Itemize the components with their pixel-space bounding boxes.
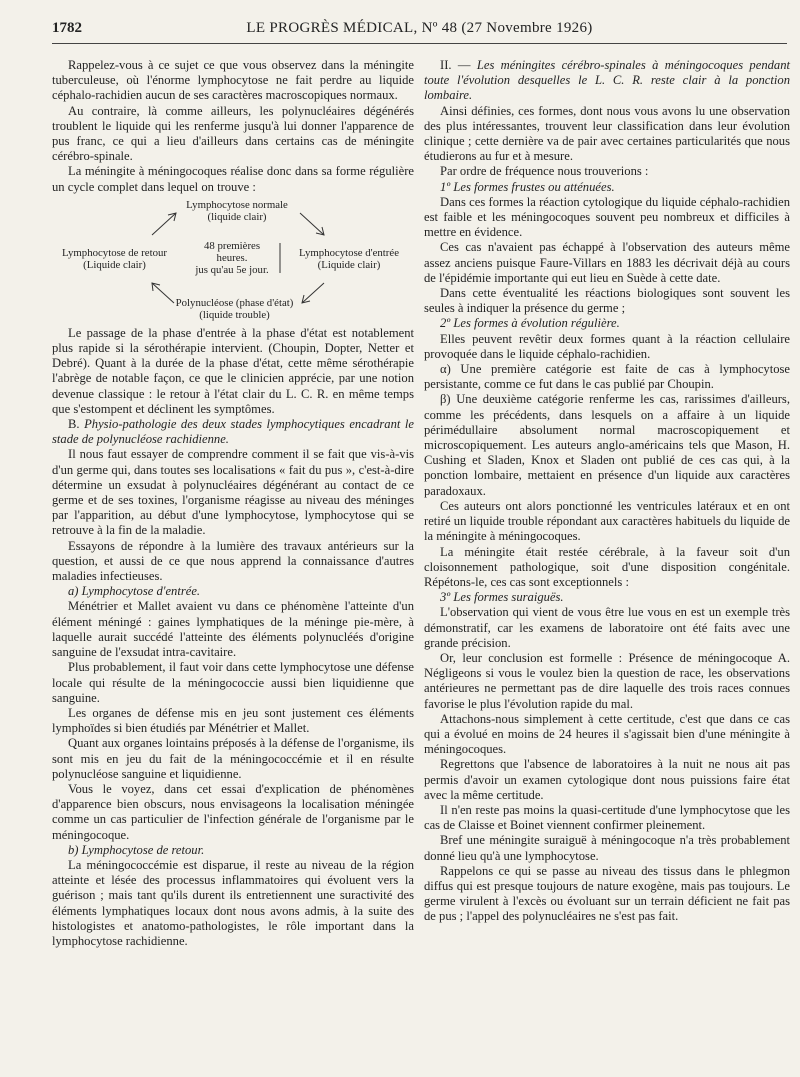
section-ii-heading: II. — Les méningites cérébro-spinales à méningocoques pendant toute l'évolution desquelles le L. C. R. reste clair à la ponction lombaire. [424, 58, 791, 103]
paragraph: α) Une première catégorie est faite de cas à lymphocytose persistante, comme ce fut dans le cas publié par Choupin. [424, 362, 790, 392]
section-b-heading: B. Physio-pathologie des deux stades lymphocytiques encadrant le stade de polynucléose rachidienne. [52, 417, 414, 447]
paragraph: Dans ces formes la réaction cytologique du liquide céphalo-rachidien est faible et les méningocoques souvent peu nombreux et difficiles à mettre en évidence. [424, 194, 790, 240]
node-duration-note: 48 premières heures. jus qu'au 5e jour. [195, 239, 269, 276]
node-return-lymphocytosis: Lymphocytose de retour (Liquide clair) [62, 246, 167, 271]
paragraph: Ainsi définies, ces formes, dont nous vous avons lu une observation des plus intéressantes, trouvent leur classification dans leur évolution clinique ; cette dernière va de pair avec certaines particularités que nous étudierons au fur et à mesure. [424, 103, 790, 164]
paragraph: Les organes de défense mis en jeu sont justement ces éléments lymphoïdes si bien étudiés par Ménétrier et Mallet. [52, 705, 414, 736]
page-header [52, 20, 787, 42]
paragraph: Il nous faut essayer de comprendre comment il se fait que vis-à-vis d'un germe qui, dans toutes ses localisations « fait du pus », c'est-à-dire détermine un exsudat à polynucléaires dégénérant au contact de ce germe et de ses toxines, l'organisme réagisse au niveau des méninges par l'apparition, au début d'une lymphocytose, lymphocytose qui se retrouve à la fin de la maladie. [52, 447, 414, 538]
header-rule [52, 43, 787, 44]
paragraph: Regrettons que l'absence de laboratoires à la nuit ne nous ait pas permis d'avoir un examen cytologique dont nous puissions faire état avec la même certitude. [424, 757, 790, 802]
paragraph: Au contraire, là comme ailleurs, les polynucléaires dégénérés troublent le liquide qui les renferme jusqu'à lui donner l'apparence de pus franc, ce qui a lieu d'ailleurs dans certains cas de méningite cérébro-spinale. [52, 103, 414, 164]
paragraph: Le passage de la phase d'entrée à la phase d'état est notablement plus rapide si la sérothérapie intervient. (Choupin, Dopter, Netter et Debré). Quant à la durée de la phase d'état, cette même sérothérapie l'abrège de notable façon, ce que le clinicien apprécie, par une notion devenue classique : le retour à l'état clair du L. C. R. en même temps que s'estompent et déclinent les symptômes. [52, 325, 414, 416]
paragraph: Plus probablement, il faut voir dans cette lymphocytose une défense locale qui résulte de la méningococcie aussi bien liquidienne que sanguine. [52, 660, 414, 705]
subsection-b-heading: b) Lymphocytose de retour. [68, 842, 205, 857]
paragraph: Par ordre de fréquence nous trouverions : [440, 164, 649, 179]
paragraph: Attachons-nous simplement à cette certitude, c'est que dans ce cas qui a évolué en moins de 24 heures il s'agissait bien d'une méningite à méningocoques. [424, 711, 790, 757]
node-polynucleosis: Polynucléose (phase d'état) (liquide trouble) [175, 296, 294, 321]
paragraph: Quant aux organes lointains préposés à la défense de l'organisme, ils sont mis en jeu du fait de la méningococcémie et il en résulte polynucléose sanguine et liquidienne. [52, 736, 414, 781]
paragraph: Bref une méningite suraiguë à méningocoque n'a très probablement donné lieu qu'à une lymphocytose. [424, 833, 790, 863]
paragraph: β) Une deuxième catégorie renferme les cas, rarissimes d'ailleurs, comme les précédents, dans lesquels on a affaire à un liquide périmédullaire absolument normal macroscopiquement et microscopiquement. Les auteurs anglo-américains tels que Mason, H. Cushing et Sladen, Knox et Sladen ont publié de ces cas qui, à la ponction lombaire, mettaient en présence d'un liquide aux caractères paradoxaux. [424, 392, 790, 498]
page-number: 1782 [52, 20, 82, 36]
heading-suraigues: 3º Les formes suraiguës. [440, 590, 564, 605]
paragraph: Ces auteurs ont alors ponctionné les ventricules latéraux et en ont retiré un liquide trouble répondant aux caractères habituels du liquide de la méningite à méningocoques. [424, 498, 790, 544]
right-column [424, 58, 790, 925]
paragraph: Rappelons ce qui se passe au niveau des tissus dans le phlegmon diffus qui est presque toujours de nature exogène, mais pas toujours. Le germe virulent à l'excès ou évoluant sur un terrain déficient ne fait pas de pus ; l'appel des polynucléaires ne s'est pas fait. [424, 863, 790, 924]
paragraph: Essayons de répondre à la lumière des travaux antérieurs sur la question, et aussi de ce que nous apprend la connaissance d'autres maladies infectieuses. [52, 538, 414, 584]
paragraph: La méningite à méningocoques réalise donc dans sa forme régulière un cycle complet dans lequel on trouve : [52, 164, 414, 194]
paragraph: La méningococcémie est disparue, il reste au niveau de la région atteinte et lésée des processus inflammatoires qui évoluent vers la guérison ; mais tant qu'ils durent ils entretiennent une suractivité des éléments lymphatiques locaux dont nous avons admis, à la suite des histologistes et anatomo-pathologistes, le rôle important dans la lymphocytose rachidienne. [52, 857, 414, 948]
paragraph: Dans cette éventualité les réactions biologiques sont souvent les seules à indiquer la présence du germe ; [424, 286, 790, 316]
left-column [52, 58, 414, 949]
paragraph: Vous le voyez, dans cet essai d'explication de phénomènes d'apparence bien obscurs, nous envisageons la localisation méningée comme un cas particulier de l'infection générale de l'organisme par le méningocoque. [52, 781, 414, 842]
arrow-top-to-right [300, 213, 324, 235]
paragraph: Il n'en reste pas moins la quasi-certitude d'une lymphocytose que les cas de Claisse et Boinet viennent confirmer pleinement. [424, 802, 790, 833]
paragraph: Ménétrier et Mallet avaient vu dans ce phénomène l'atteinte d'un élément méningé : gaines lymphatiques de la méninge pie-mère, à laquelle aurait succédé l'atteinte des éléments polynucléés d'origine sanguine de l'exsudat intra-cavitaire. [52, 599, 414, 660]
heading-frustes: 1º Les formes frustes ou atténuées. [440, 179, 615, 194]
heading-reguliere: 2º Les formes à évolution régulière. [440, 316, 620, 331]
paragraph: Ces cas n'avaient pas échappé à l'observation des auteurs même assez anciens puisque Faure-Villars en 1883 les décrivait déjà au cours de l'épidémie importante qui eut lieu en Suède à cette date. [424, 240, 790, 285]
paragraph: L'observation qui vient de vous être lue vous en est un exemple très démonstratif, car les examens de laboratoire ont été faits avec une grande précision. [424, 605, 790, 650]
paragraph: Or, leur conclusion est formelle : Présence de méningocoque A. Négligeons si vous le voulez bien la question de race, les observations antérieures ne permettant pas de dire laquelle des trois races connues favorise le plus l'évolution rapide du mal. [424, 650, 790, 711]
paragraph: Rappelez-vous à ce sujet ce que vous observez dans la méningite tuberculeuse, où l'énorme lymphocytose ne fait perdre au liquide céphalo-rachidien aucun de ses caractères macroscopiques normaux. [52, 58, 414, 103]
lymphocytosis-cycle-diagram [52, 197, 414, 324]
paragraph: La méningite était restée cérébrale, à la faveur soit d'un cloisonnement pathologique, soit d'une disposition congénitale. Répétons-le, ces cas sont exceptionnels : [424, 544, 790, 589]
running-title: LE PROGRÈS MÉDICAL, Nº 48 (27 Novembre 1926) [246, 20, 593, 36]
node-entry-lymphocytosis: Lymphocytose d'entrée (Liquide clair) [299, 246, 399, 271]
subsection-a-heading: a) Lymphocytose d'entrée. [68, 584, 201, 599]
paragraph: Elles peuvent revêtir deux formes quant à la réaction cellulaire provoquée dans le liquide céphalo-rachidien. [424, 331, 790, 361]
node-normal-lymphocytosis: Lymphocytose normale (liquide clair) [186, 198, 288, 223]
